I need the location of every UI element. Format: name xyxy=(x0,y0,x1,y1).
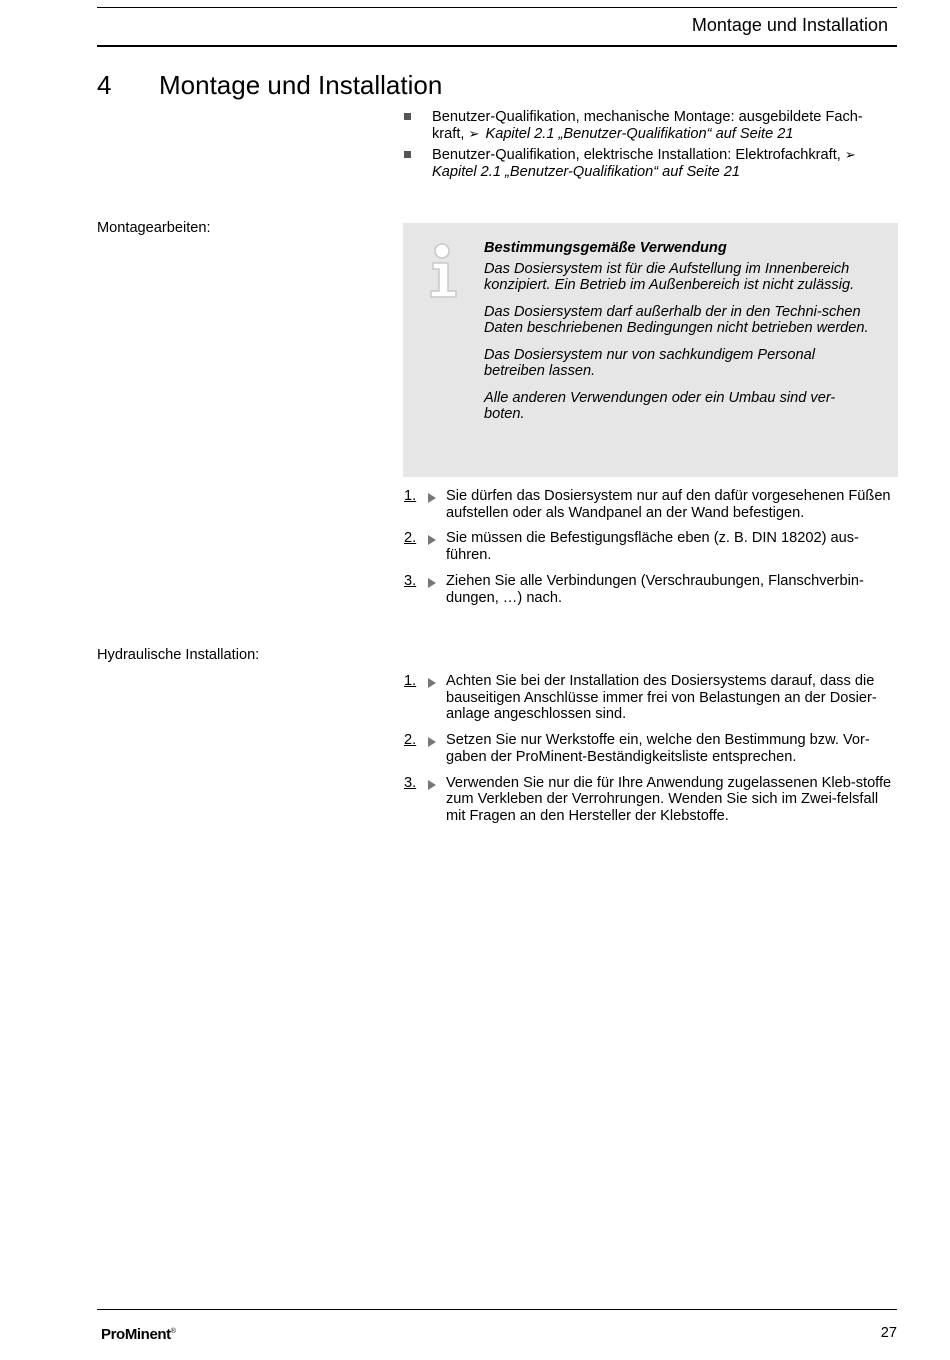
bullet-square-icon xyxy=(404,113,411,120)
qualification-text: Elektrofachkraft, xyxy=(731,147,845,163)
step-item xyxy=(404,488,894,521)
step-text: Setzen Sie nur Werkstoffe ein, welche den Bestimmung bzw. Vor-gaben der ProMinent-Beständigkeitsliste entsprechen. xyxy=(446,732,870,765)
header-bottom-rule xyxy=(97,45,897,47)
montage-steps xyxy=(404,488,894,615)
info-icon xyxy=(428,243,464,299)
step-arrow-icon xyxy=(428,493,436,503)
footer-rule xyxy=(97,1309,897,1310)
qualification-list xyxy=(404,109,879,185)
qualification-item xyxy=(404,147,879,180)
page-number: 27 xyxy=(880,1325,897,1341)
step-number: 3. xyxy=(404,572,417,589)
info-box xyxy=(403,223,898,477)
step-text: Sie dürfen das Dosiersystem nur auf den dafür vorgesehenen Füßen aufstellen oder als Wandpanel an der Wand befestigen. xyxy=(446,488,891,521)
qualification-label: Benutzer-Qualifikation, elektrische Installation: xyxy=(432,147,732,163)
header-top-rule xyxy=(97,7,897,8)
step-item xyxy=(404,573,894,606)
step-arrow-icon xyxy=(428,780,436,790)
step-number: 3. xyxy=(404,774,417,791)
hydraulik-section-label: Hydraulische Installation: xyxy=(97,647,260,663)
hydraulik-steps xyxy=(404,673,894,834)
info-paragraph: Alle anderen Verwendungen oder ein Umbau sind ver-boten. xyxy=(484,389,836,422)
qualification-label: Benutzer-Qualifikation, mechanische Montage: xyxy=(432,109,735,125)
step-text: Sie müssen die Befestigungsfläche eben (z. B. DIN 18202) aus-führen. xyxy=(446,530,859,564)
qualification-item xyxy=(404,109,879,142)
step-arrow-icon xyxy=(428,535,436,545)
info-paragraph: Das Dosiersystem nur von sachkundigem Personal betreiben lassen. xyxy=(484,346,815,379)
step-number: 2. xyxy=(404,530,417,547)
link-arrow-icon: ➢ xyxy=(468,125,480,141)
step-number: 2. xyxy=(404,732,417,749)
step-item xyxy=(404,732,894,765)
step-arrow-icon xyxy=(428,578,436,588)
prominent-logo: ProMinent® xyxy=(101,1326,176,1343)
chapter-heading xyxy=(97,70,442,101)
step-number: 1. xyxy=(404,488,417,504)
step-item xyxy=(404,530,894,563)
step-item xyxy=(404,775,894,825)
step-text: Achten Sie bei der Installation des Dosiersystems darauf, dass die bauseitigen Anschlüsse immer frei von Belastungen an der Dosier-anlage angeschlossen sind. xyxy=(446,673,877,723)
montage-section-label: Montagearbeiten: xyxy=(97,220,211,236)
step-text: Verwenden Sie nur die für Ihre Anwendung zugelassenen Kleb-stoffe zum Verkleben der Verrohrungen. Wenden Sie sich im Zwei-felsfall mit Fragen an den Hersteller der Klebstoffe. xyxy=(446,774,892,824)
step-arrow-icon xyxy=(428,678,436,688)
info-paragraph: Das Dosiersystem ist für die Aufstellung im Innenbereich konzipiert. Ein Betrieb im Außenbereich ist nicht zulässig. xyxy=(484,260,855,293)
info-paragraph: Das Dosiersystem darf außerhalb der in den Techni-schen Daten beschriebenen Bedingungen nicht betrieben werden. xyxy=(484,303,869,336)
cross-reference-link[interactable]: Kapitel 2.1 „Benutzer-Qualifikation“ auf Seite 21 xyxy=(485,125,794,142)
cross-reference-link[interactable]: Kapitel 2.1 „Benutzer-Qualifikation“ auf Seite 21 xyxy=(432,163,741,180)
chapter-title: Montage und Installation xyxy=(159,70,443,100)
chapter-number: 4 xyxy=(97,70,112,100)
step-arrow-icon xyxy=(428,737,436,747)
bullet-square-icon xyxy=(404,151,411,158)
step-item xyxy=(404,673,894,723)
info-title: Bestimmungsgemäße Verwendung xyxy=(484,240,727,256)
qualification-text: ausgebildete Fach-kraft, xyxy=(432,109,863,142)
step-number: 1. xyxy=(404,673,417,689)
info-text xyxy=(484,240,869,433)
running-header: Montage und Installation xyxy=(691,15,888,35)
link-arrow-icon: ➢ xyxy=(844,147,856,162)
step-text: Ziehen Sie alle Verbindungen (Verschraubungen, Flanschverbin-dungen, …) nach. xyxy=(446,572,864,606)
